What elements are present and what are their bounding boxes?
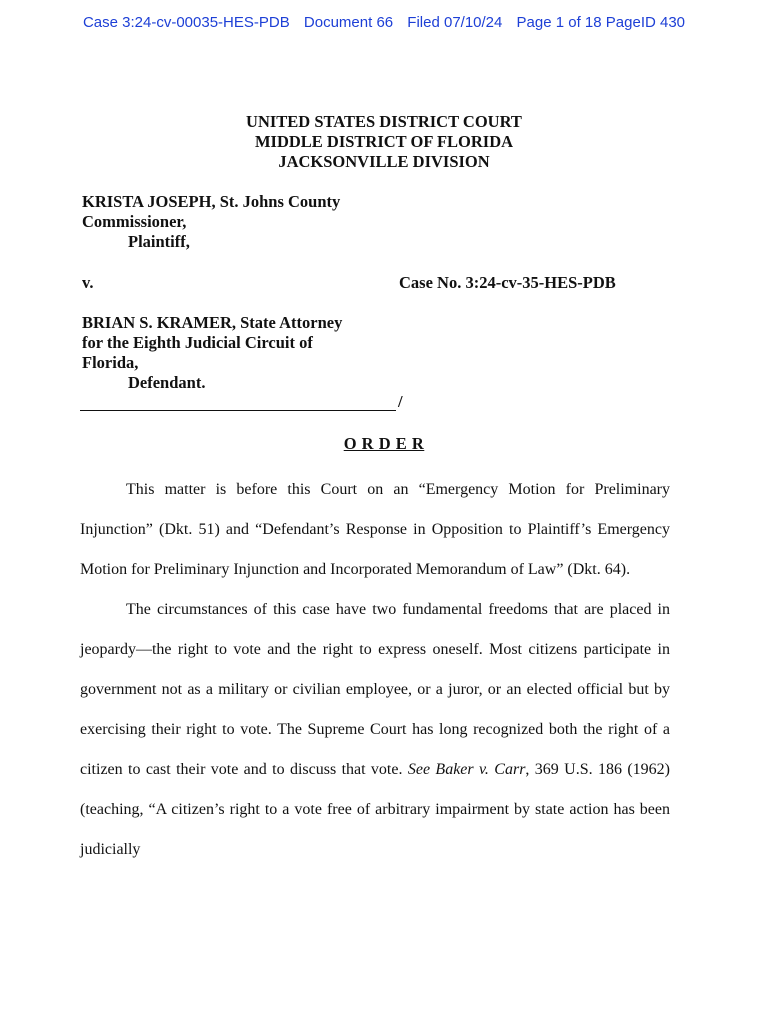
defendant-role: Defendant. xyxy=(128,373,206,392)
paragraph-2-text: The circumstances of this case have two fundamental freedoms that are placed in jeopardy—the right to vote and the right to express oneself. Most citizens participate in government not as a military or civilian employee, or a juror, or an elected official but by exercising their right to vote. The Supreme Court has long recognized both the right of a citizen to cast their vote and to discuss that vote. xyxy=(80,601,670,778)
order-title: O R D E R xyxy=(343,434,425,453)
defendant-block xyxy=(82,313,342,393)
stamp-filed-date: Filed 07/10/24 xyxy=(407,14,503,31)
order-body xyxy=(80,470,670,870)
filing-header-stamp xyxy=(0,14,768,31)
defendant-title-cont: Florida, xyxy=(82,353,139,372)
case-citation: See Baker v. Carr xyxy=(407,761,526,778)
paragraph-2-continued: , 369 U.S. 186 (1962) (teaching, “A citizen’s right to a vote free of arbitrary impairment by state action has been judicially xyxy=(80,761,671,858)
court-division: JACKSONVILLE DIVISION xyxy=(278,152,490,171)
defendant-title: for the Eighth Judicial Circuit of xyxy=(82,333,313,352)
caption-end-mark: / xyxy=(398,392,403,411)
caption-divider xyxy=(80,410,396,411)
stamp-case-number: Case 3:24-cv-00035-HES-PDB xyxy=(82,14,290,31)
plaintiff-block xyxy=(82,192,340,252)
court-heading xyxy=(0,112,768,172)
plaintiff-role: Plaintiff, xyxy=(128,232,190,251)
case-number: Case No. 3:24-cv-35-HES-PDB xyxy=(399,273,616,292)
plaintiff-title: Commissioner, xyxy=(82,212,187,231)
plaintiff-name: KRISTA JOSEPH, St. Johns County xyxy=(82,192,341,211)
court-name: UNITED STATES DISTRICT COURT xyxy=(246,112,522,131)
order-paragraph-2 xyxy=(80,590,670,870)
defendant-name: BRIAN S. KRAMER, State Attorney xyxy=(82,313,343,332)
versus-label: v. xyxy=(82,273,94,292)
court-district: MIDDLE DISTRICT OF FLORIDA xyxy=(254,132,514,151)
stamp-document-number: Document 66 xyxy=(303,14,394,31)
order-paragraph-1: This matter is before this Court on an “Emergency Motion for Preliminary Injunction” (Dkt. 51) and “Defendant’s Response in Opposition to Plaintiff’s Emergency Motion for Preliminary Injunction and Incorporated Memorandum of Law” (Dkt. 64). xyxy=(80,481,670,578)
stamp-page-info: Page 1 of 18 PageID 430 xyxy=(516,14,686,31)
